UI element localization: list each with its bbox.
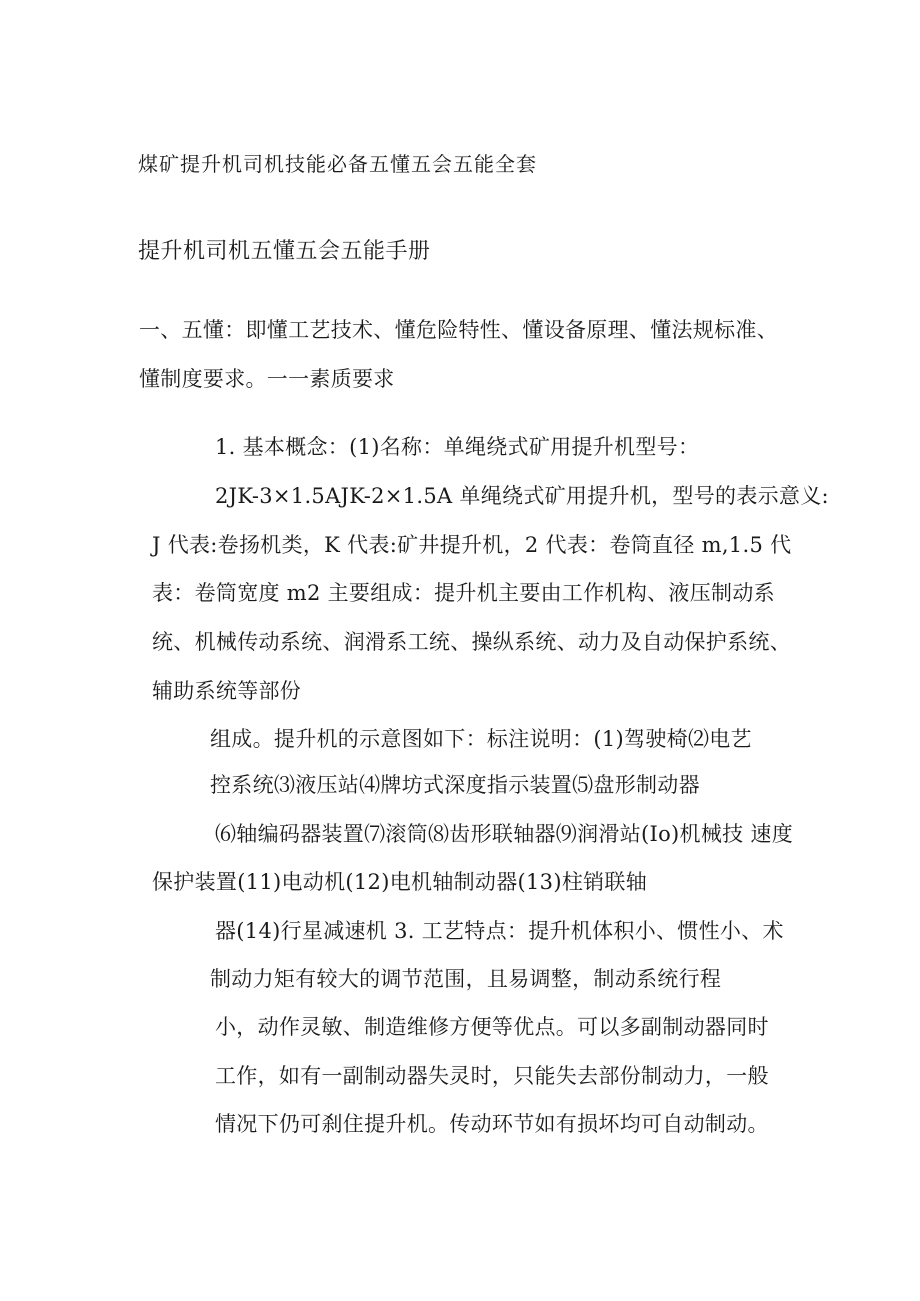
paragraph-line: 2JK-3×1.5AJK-2×1.5A 单绳绕式矿用提升机，型号的表示意义:: [215, 484, 829, 508]
paragraph-line: 制动力矩有较大的调节范围，且易调整，制动系统行程: [210, 967, 722, 991]
paragraph-line: 组成。提升机的示意图如下：标注说明：(1)驾驶椅⑵电艺: [210, 727, 752, 751]
paragraph-line: 保护装置(11)电动机(12)电机轴制动器(13)柱销联轴: [152, 870, 648, 894]
paragraph-line: 控系统⑶液压站⑷牌坊式深度指示装置⑸盘形制动器: [210, 773, 700, 797]
paragraph-line: 表：卷筒宽度 m2 主要组成：提升机主要由工作机构、液压制动系: [152, 581, 775, 605]
paragraph-line: 1. 基本概念：(1)名称：单绳绕式矿用提升机型号：: [215, 435, 700, 459]
paragraph-line: 一、五懂：即懂工艺技术、懂危险特性、懂设备原理、懂法规标准、: [139, 318, 778, 342]
paragraph-line: 工作，如有一副制动器失灵时，只能失去部份制动力，一般: [215, 1064, 769, 1088]
document-title: 煤矿提升机司机技能必备五懂五会五能全套: [138, 152, 537, 176]
paragraph-line: 懂制度要求。一一素质要求: [139, 367, 395, 391]
paragraph-line: 器(14)行星减速机 3. 工艺特点：提升机体积小、惯性小、术: [215, 919, 784, 943]
paragraph-line: 情况下仍可刹住提升机。传动环节如有损坏均可自动制动。: [215, 1112, 769, 1136]
section-title: 提升机司机五懂五会五能手册: [138, 239, 431, 264]
paragraph-line: 辅助系统等部份: [152, 679, 302, 703]
paragraph-line: J 代表:卷扬机类，K 代表:矿井提升机，2 代表：卷筒直径 m,1.5 代: [152, 533, 792, 557]
paragraph-line: 小，动作灵敏、制造维修方便等优点。可以多副制动器同时: [215, 1015, 769, 1039]
paragraph-line: 统、机械传动系统、润滑系工统、操纵系统、动力及自动保护系统、: [152, 630, 791, 654]
paragraph-line: ⑹轴编码器装置⑺滚筒⑻齿形联轴器⑼润滑站(Io)机械技 速度: [215, 822, 793, 846]
